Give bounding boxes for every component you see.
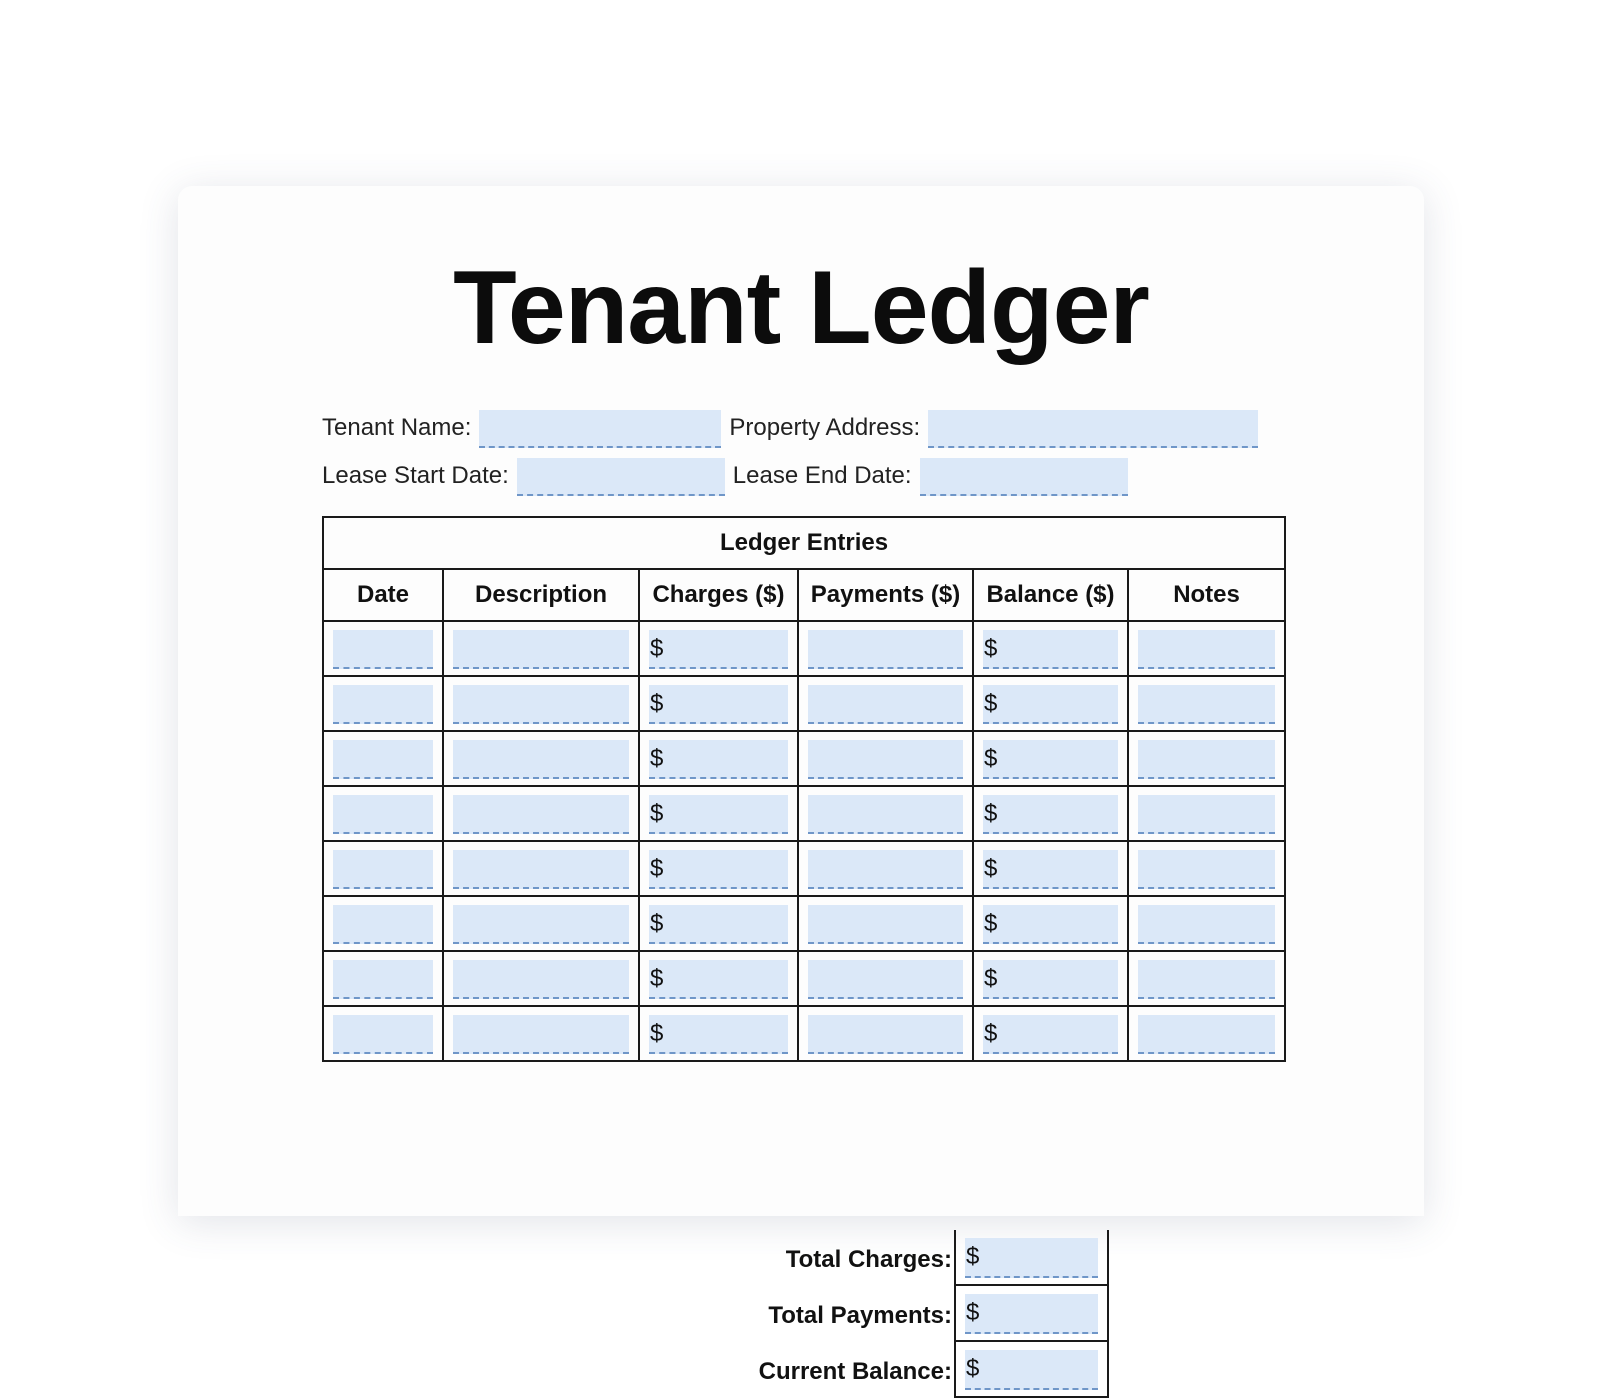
current-balance-label: Current Balance: (758, 1358, 952, 1385)
description-field[interactable] (453, 685, 629, 724)
description-cell (443, 786, 639, 841)
total-charges-label: Total Charges: (785, 1246, 952, 1273)
balance-cell (973, 621, 1128, 676)
description-field[interactable] (453, 795, 629, 834)
currency-symbol: $ (984, 800, 998, 827)
lease-end-field[interactable] (920, 458, 1128, 496)
description-cell (443, 951, 639, 1006)
currency-symbol: $ (984, 690, 998, 717)
currency-symbol: $ (984, 910, 998, 937)
table-row (323, 676, 1285, 731)
ledger-caption: Ledger Entries (323, 517, 1285, 569)
charges-cell (639, 896, 798, 951)
notes-cell (1128, 951, 1285, 1006)
charges-cell (639, 951, 798, 1006)
payments-field[interactable] (808, 960, 963, 999)
current-balance-field[interactable] (965, 1350, 1098, 1390)
notes-field[interactable] (1138, 630, 1275, 669)
balance-field[interactable] (983, 740, 1118, 779)
payments-cell (798, 731, 973, 786)
payments-cell (798, 786, 973, 841)
column-header-date: Date (323, 569, 443, 621)
notes-field[interactable] (1138, 740, 1275, 779)
lease-start-label: Lease Start Date: (322, 462, 509, 489)
tenant-name-field[interactable] (479, 410, 721, 448)
payments-field[interactable] (808, 740, 963, 779)
notes-cell (1128, 841, 1285, 896)
balance-cell (973, 731, 1128, 786)
charges-cell (639, 786, 798, 841)
date-field[interactable] (333, 1015, 433, 1054)
charges-cell (639, 731, 798, 786)
currency-symbol: $ (650, 745, 664, 772)
date-field[interactable] (333, 960, 433, 999)
notes-cell (1128, 896, 1285, 951)
date-field[interactable] (333, 795, 433, 834)
lease-end-label: Lease End Date: (732, 462, 912, 489)
date-field[interactable] (333, 630, 433, 669)
date-cell (323, 841, 443, 896)
payments-field[interactable] (808, 630, 963, 669)
charges-field[interactable] (649, 960, 788, 999)
balance-field[interactable] (983, 905, 1118, 944)
balance-field[interactable] (983, 685, 1118, 724)
date-cell (323, 1006, 443, 1061)
payments-cell (798, 1006, 973, 1061)
notes-field[interactable] (1138, 905, 1275, 944)
ledger-body (323, 621, 1285, 1061)
column-header-payments: Payments ($) (798, 569, 973, 621)
property-address-label: Property Address: (729, 414, 921, 441)
charges-field[interactable] (649, 795, 788, 834)
balance-cell (973, 841, 1128, 896)
payments-cell (798, 676, 973, 731)
description-cell (443, 621, 639, 676)
notes-field[interactable] (1138, 850, 1275, 889)
currency-symbol: $ (650, 690, 664, 717)
currency-symbol: $ (984, 855, 998, 882)
total-payments-label: Total Payments: (768, 1302, 952, 1329)
currency-symbol: $ (984, 1020, 998, 1047)
balance-cell (973, 896, 1128, 951)
balance-field[interactable] (983, 1015, 1118, 1054)
balance-field[interactable] (983, 795, 1118, 834)
date-cell (323, 896, 443, 951)
charges-field[interactable] (649, 685, 788, 724)
tenant-name-label: Tenant Name: (322, 414, 472, 441)
charges-cell (639, 1006, 798, 1061)
payments-cell (798, 951, 973, 1006)
payments-field[interactable] (808, 905, 963, 944)
property-address-field[interactable] (928, 410, 1258, 448)
charges-cell (639, 621, 798, 676)
description-field[interactable] (453, 905, 629, 944)
balance-cell (973, 676, 1128, 731)
balance-field[interactable] (983, 850, 1118, 889)
table-row (323, 786, 1285, 841)
description-cell (443, 896, 639, 951)
notes-field[interactable] (1138, 960, 1275, 999)
payments-field[interactable] (808, 685, 963, 724)
notes-cell (1128, 786, 1285, 841)
date-cell (323, 786, 443, 841)
column-header-description: Description (443, 569, 639, 621)
currency-symbol: $ (650, 910, 664, 937)
date-field[interactable] (333, 740, 433, 779)
balance-cell (973, 786, 1128, 841)
total-payments-field[interactable] (965, 1294, 1098, 1334)
payments-cell (798, 896, 973, 951)
total-charges-field[interactable] (965, 1238, 1098, 1278)
lease-dates-row (322, 458, 1128, 496)
balance-field[interactable] (983, 630, 1118, 669)
charges-cell (639, 841, 798, 896)
document-page (178, 186, 1424, 1385)
payments-cell (798, 621, 973, 676)
currency-symbol: $ (650, 965, 664, 992)
ledger-header-row (323, 569, 1285, 621)
table-row (323, 731, 1285, 786)
charges-field[interactable] (649, 630, 788, 669)
charges-field[interactable] (649, 1015, 788, 1054)
table-row (323, 951, 1285, 1006)
description-field[interactable] (453, 1015, 629, 1054)
payments-field[interactable] (808, 1015, 963, 1054)
column-header-charges: Charges ($) (639, 569, 798, 621)
description-cell (443, 841, 639, 896)
description-field[interactable] (453, 630, 629, 669)
ledger-table (322, 516, 1286, 1062)
date-field[interactable] (333, 850, 433, 889)
page-title: Tenant Ledger (453, 250, 1149, 366)
charges-field[interactable] (649, 850, 788, 889)
table-row (323, 841, 1285, 896)
notes-cell (1128, 731, 1285, 786)
currency-symbol: $ (650, 855, 664, 882)
date-cell (323, 621, 443, 676)
date-field[interactable] (333, 685, 433, 724)
column-header-balance: Balance ($) (973, 569, 1128, 621)
current-balance-cell (954, 1342, 1109, 1398)
total-charges-cell (954, 1230, 1109, 1286)
currency-symbol: $ (650, 800, 664, 827)
currency-symbol: $ (966, 1299, 980, 1326)
table-row (323, 621, 1285, 676)
table-row (323, 1006, 1285, 1061)
notes-field[interactable] (1138, 795, 1275, 834)
charges-field[interactable] (649, 740, 788, 779)
date-cell (323, 731, 443, 786)
charges-cell (639, 676, 798, 731)
currency-symbol: $ (984, 635, 998, 662)
currency-symbol: $ (984, 745, 998, 772)
notes-cell (1128, 621, 1285, 676)
charges-field[interactable] (649, 905, 788, 944)
description-cell (443, 676, 639, 731)
balance-cell (973, 951, 1128, 1006)
currency-symbol: $ (984, 965, 998, 992)
date-cell (323, 676, 443, 731)
description-cell (443, 731, 639, 786)
description-field[interactable] (453, 740, 629, 779)
description-field[interactable] (453, 850, 629, 889)
payments-cell (798, 841, 973, 896)
description-field[interactable] (453, 960, 629, 999)
column-header-notes: Notes (1128, 569, 1285, 621)
currency-symbol: $ (966, 1243, 980, 1270)
currency-symbol: $ (650, 635, 664, 662)
lease-start-field[interactable] (517, 458, 725, 496)
table-row (323, 896, 1285, 951)
balance-cell (973, 1006, 1128, 1061)
total-payments-cell (954, 1286, 1109, 1342)
payments-field[interactable] (808, 795, 963, 834)
tenant-info-row (322, 410, 1258, 448)
currency-symbol: $ (966, 1355, 980, 1382)
date-field[interactable] (333, 905, 433, 944)
date-cell (323, 951, 443, 1006)
notes-cell (1128, 676, 1285, 731)
notes-field[interactable] (1138, 685, 1275, 724)
notes-field[interactable] (1138, 1015, 1275, 1054)
balance-field[interactable] (983, 960, 1118, 999)
description-cell (443, 1006, 639, 1061)
payments-field[interactable] (808, 850, 963, 889)
currency-symbol: $ (650, 1020, 664, 1047)
notes-cell (1128, 1006, 1285, 1061)
